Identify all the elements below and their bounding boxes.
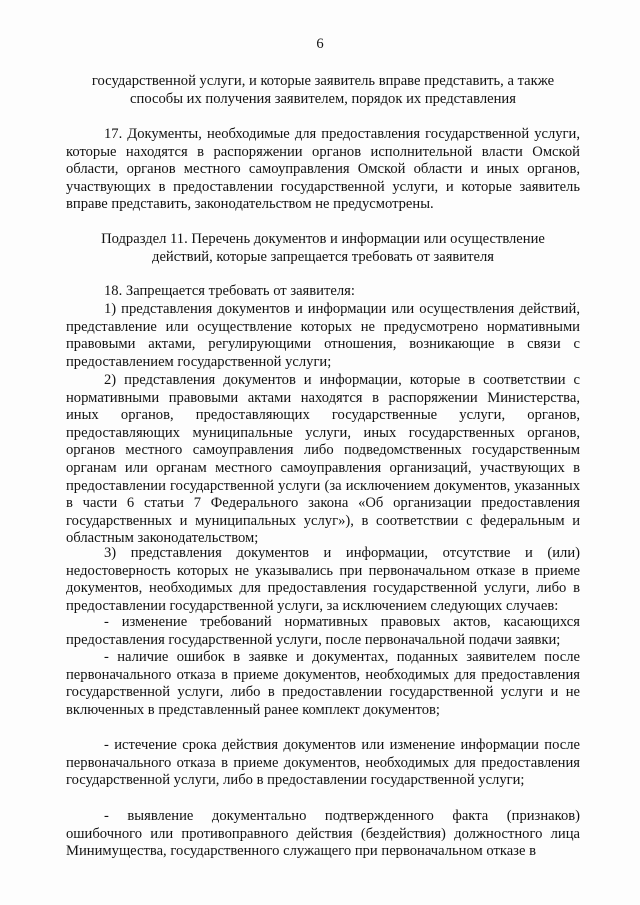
subsection-title-line-1: Подраздел 11. Перечень документов и информации или осуществление xyxy=(101,231,545,247)
paragraph-17: 17. Документы, необходимые для предоставления государственной услуги, которые находятся в распоряжении органов исполнительной власти Омской области, органов местного самоуправления Омской области и иных органов, участвующих в предоставлении государственной услуги, и которые заявитель вправе представить, законодательством не предусмотрены. xyxy=(66,126,580,213)
list-item-1: 1) представления документов и информации или осуществления действий, представление или осуществление которых не предусмотрено нормативными правовыми актами, регулирующими отношения, возникающие в связи с предоставлением государственной услуги; xyxy=(66,301,580,370)
paragraph-18-intro: 18. Запрещается требовать от заявителя: xyxy=(104,283,355,299)
dash-item-4: - выявление документально подтвержденного факта (признаков) ошибочного или противоправного действия (бездействия) должностного лица Минимущества, государственного служащего при первоначальном отказе в xyxy=(66,808,580,860)
dash-item-1: - изменение требований нормативных правовых актов, касающихся предоставления государственной услуги, после первоначальной подачи заявки; xyxy=(66,614,580,648)
heading-line-1: государственной услуги, и которые заявитель вправе представить, а также xyxy=(91,73,555,89)
subsection-title xyxy=(66,231,580,266)
dash-item-3: - истечение срока действия документов или изменение информации после первоначального отказа в приеме документов, необходимых для предоставления государственной услуги, либо в предоставлении государственной услуги; xyxy=(66,737,580,789)
list-item-2: 2) представления документов и информации, которые в соответствии с нормативными правовыми актами находятся в распоряжении Министерства, иных органов, предоставляющих государственные услуги, органов, предоставляющих муниципальные услуги, иных государственных органов, органов местного самоуправления либо подведомственных государственным органам или органам местного самоуправления организаций, участвующих в предоставлении государственной услуги (за исключением документов, указанных в части 6 статьи 7 Федерального закона «Об организации предоставления государственных и муниципальных услуг»), в соответствии с федеральным и областным законодательством; xyxy=(66,372,580,547)
page-number: 6 xyxy=(316,36,324,52)
dash-item-2: - наличие ошибок в заявке и документах, поданных заявителем после первоначального отказа в приеме документов, необходимых для предоставления государственной услуги, либо в предоставлении государственной услуги и не включенных в представленный ранее комплект документов; xyxy=(66,649,580,718)
heading-line-2: способы их получения заявителем, порядок их представления xyxy=(130,90,516,107)
list-item-3: 3) представления документов и информации, отсутствие и (или) недостоверность которых не указывались при первоначальном отказе в приеме документов, необходимых для предоставления государственной услуги, либо в предоставлении государственной услуги, за исключением следующих случаев: xyxy=(66,545,580,614)
heading-continuation xyxy=(66,73,580,108)
subsection-title-line-2: действий, которые запрещается требовать от заявителя xyxy=(152,248,494,265)
